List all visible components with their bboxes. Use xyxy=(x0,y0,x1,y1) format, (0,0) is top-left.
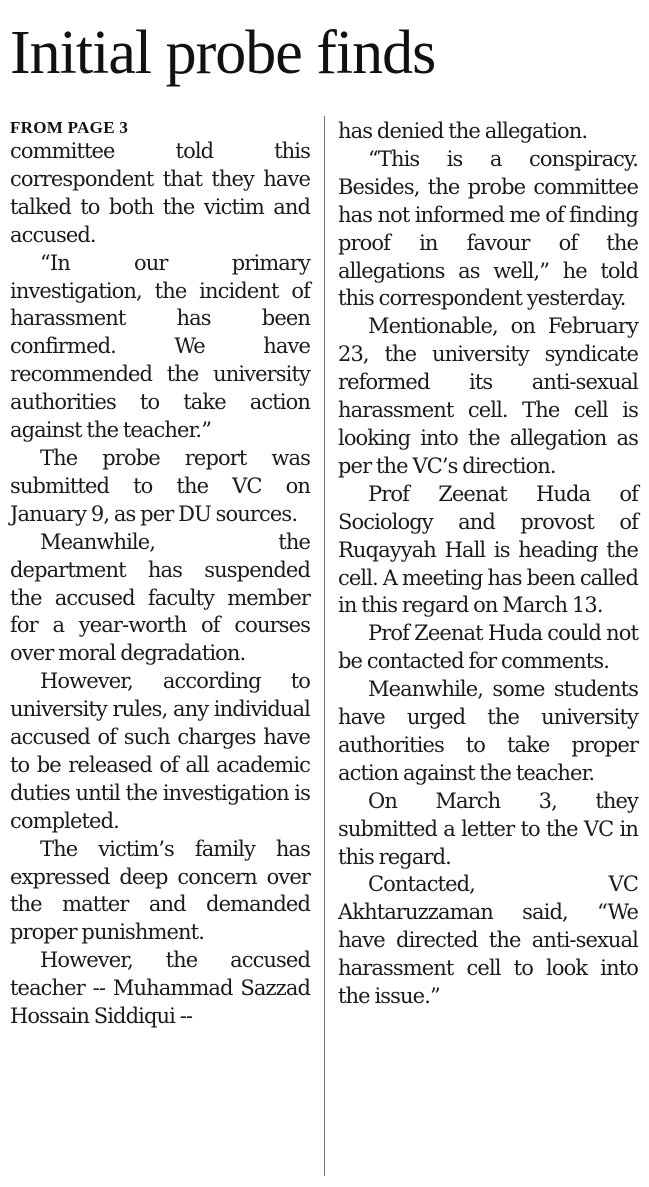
paragraph: The victim’s family has expressed deep concern over the matter and demanded proper punishment. xyxy=(10,836,310,945)
right-column xyxy=(338,118,638,1011)
paragraph: Prof Zeenat Huda of Sociology and provost of Ruqayyah Hall is heading the cell. A meeting has been called in this regard on March 13. xyxy=(338,481,638,618)
paragraph: has denied the allegation. xyxy=(338,119,588,143)
paragraph: Prof Zeenat Huda could not be contacted for comments. xyxy=(338,621,638,674)
paragraph: Meanwhile, some students have urged the university authorities to take proper action against the teacher. xyxy=(338,677,638,785)
jump-line: FROM PAGE 3 xyxy=(10,118,129,137)
paragraph: Meanwhile, the department has suspended the accused faculty member for a year-worth of courses over moral degradation. xyxy=(10,529,310,666)
paragraph: committee told this correspondent that they have talked to both the victim and accused. xyxy=(10,139,310,247)
paragraph: On March 3, they submitted a letter to the VC in this regard. xyxy=(338,788,638,869)
left-column xyxy=(10,118,310,1031)
paragraph: “This is a conspiracy. Besides, the probe committee has not informed me of finding proof in favour of the allegations as well,” he told this correspondent yesterday. xyxy=(338,146,638,311)
paragraph: However, the accused teacher -- Muhammad Sazzad Hossain Siddiqui -- xyxy=(10,948,310,1029)
paragraph: “In our primary investigation, the incident of harassment has been confirmed. We have recommended the university authorities to take action against the teacher.” xyxy=(10,250,310,443)
paragraph: Contacted, VC Akhtaruzzaman said, “We have directed the anti-sexual harassment cell to look into the issue.” xyxy=(338,872,638,1009)
paragraph: However, according to university rules, any individual accused of such charges have to be released of all academic duties until the investigation is completed. xyxy=(10,669,310,833)
column-divider xyxy=(324,116,325,1176)
headline: Initial probe finds xyxy=(10,19,436,87)
paragraph: Mentionable, on February 23, the university syndicate reformed its anti-sexual harassment cell. The cell is looking into the allegation as per the VC’s direction. xyxy=(338,314,638,478)
paragraph: The probe report was submitted to the VC on January 9, as per DU sources. xyxy=(10,445,310,526)
